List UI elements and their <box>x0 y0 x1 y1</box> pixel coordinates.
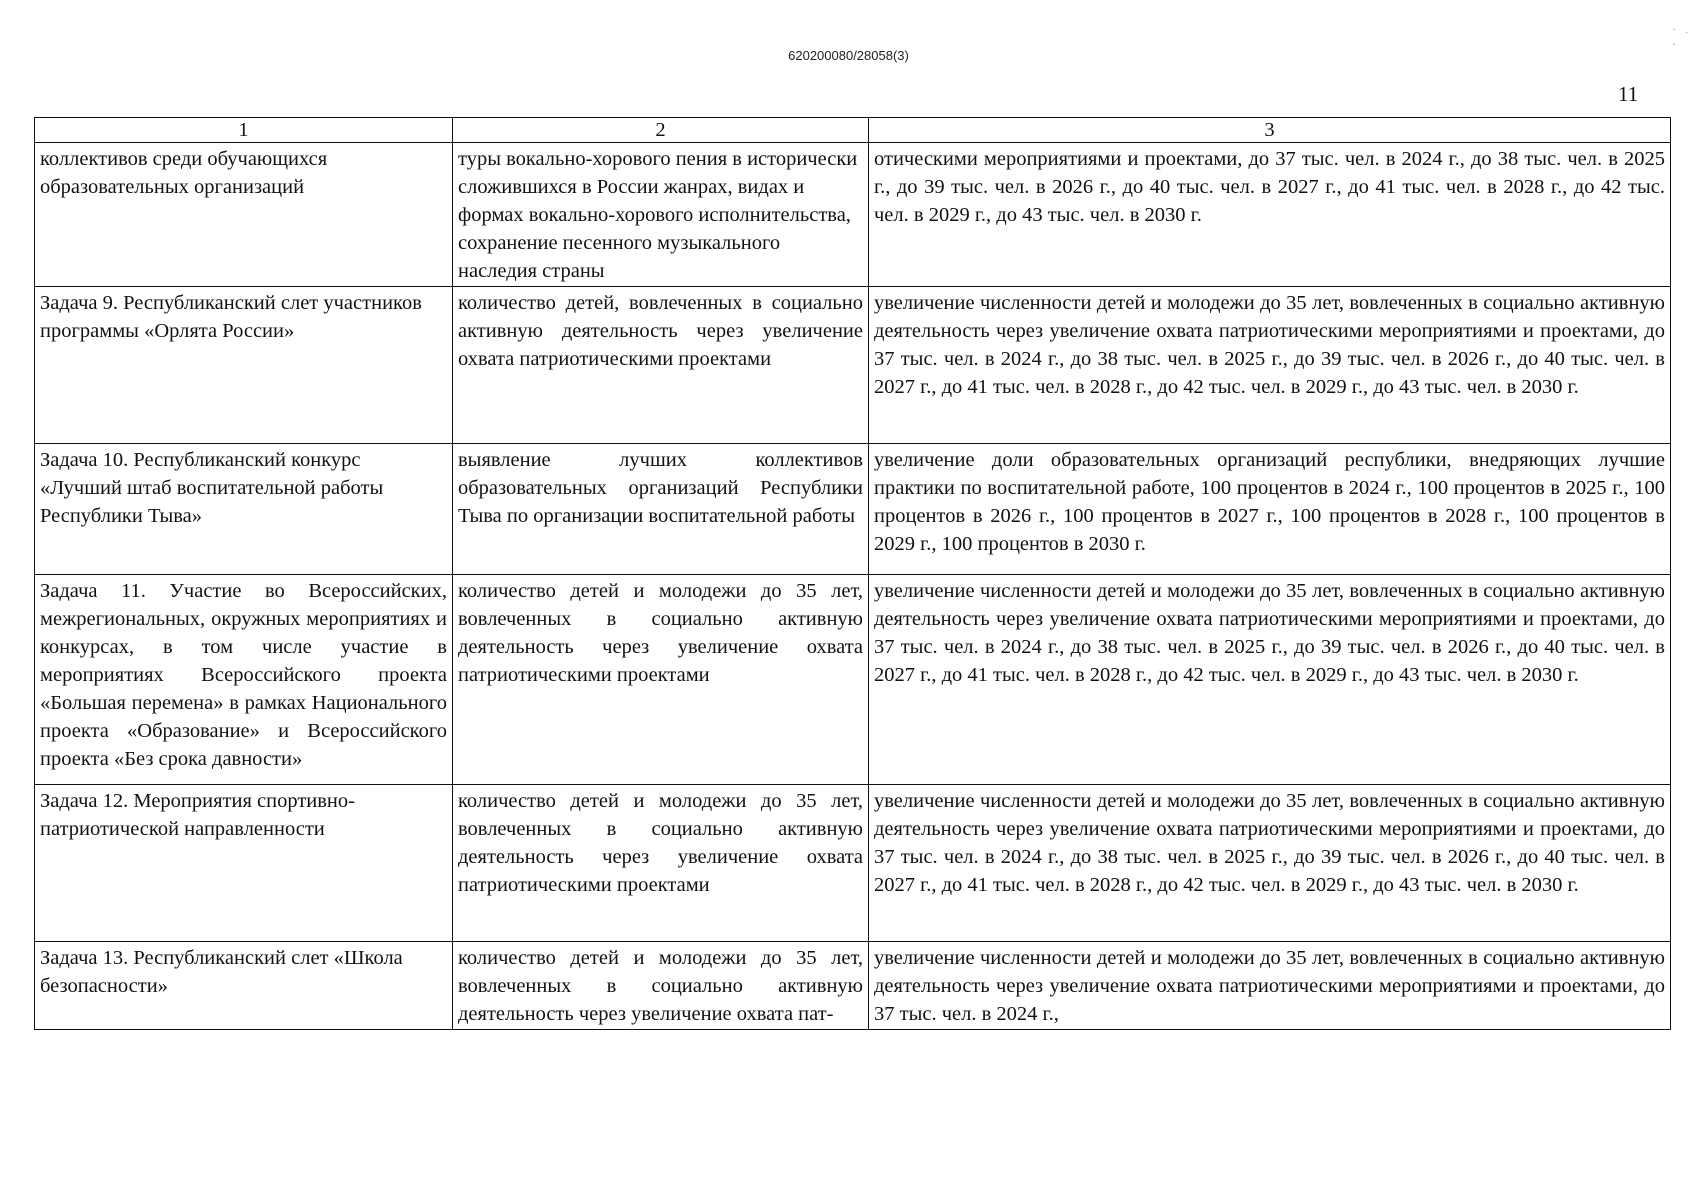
result-cell: увеличение доли образовательных организаций республики, внедряющих лучшие практики по воспитательной работе, 100 процентов в 2024 г., 100 процентов в 2025 г., 100 процентов в 2026 г., 100 процентов в 2027 г., 100 процентов в 2028 г., 100 процентов в 2029 г., 100 процентов в 2030 г. <box>869 444 1671 575</box>
result-cell: увеличение численности детей и молодежи до 35 лет, вовлеченных в социально активную деятельность через увеличение охвата патриотическими мероприятиями и проектами, до 37 тыс. чел. в 2024 г., до 38 тыс. чел. в 2025 г., до 39 тыс. чел. в 2026 г., до 40 тыс. чел. в 2027 г., до 41 тыс. чел. в 2028 г., до 42 тыс. чел. в 2029 г., до 43 тыс. чел. в 2030 г. <box>869 287 1671 444</box>
task-cell: Задача 13. Республиканский слет «Школа безопасности» <box>35 942 453 1030</box>
result-cell: увеличение численности детей и молодежи до 35 лет, вовлеченных в социально активную деятельность через увеличение охвата патриотическими мероприятиями и проектами, до 37 тыс. чел. в 2024 г., до 38 тыс. чел. в 2025 г., до 39 тыс. чел. в 2026 г., до 40 тыс. чел. в 2027 г., до 41 тыс. чел. в 2028 г., до 42 тыс. чел. в 2029 г., до 43 тыс. чел. в 2030 г. <box>869 785 1671 942</box>
column-header-2: 2 <box>453 118 869 143</box>
document-id: 620200080/28058(3) <box>788 48 909 63</box>
indicator-cell: количество детей и молодежи до 35 лет, вовлеченных в социально активную деятельность через увеличение охвата патриотическими проектами <box>453 785 869 942</box>
column-header-3: 3 <box>869 118 1671 143</box>
column-header-1: 1 <box>35 118 453 143</box>
indicator-cell: выявление лучших коллективов образовательных организаций Республики Тыва по организации воспитательной работы <box>453 444 869 575</box>
task-cell: Задача 11. Участие во Всероссийских, межрегиональных, окружных мероприятиях и конкурсах, в том числе участие в мероприятиях Всероссийского проекта «Большая перемена» в рамках Национального проекта «Образование» и Всероссийского проекта «Без срока давности» <box>35 575 453 785</box>
result-cell: отическими мероприятиями и проектами, до 37 тыс. чел. в 2024 г., до 38 тыс. чел. в 2025 г., до 39 тыс. чел. в 2026 г., до 40 тыс. чел. в 2027 г., до 41 тыс. чел. в 2028 г., до 42 тыс. чел. в 2029 г., до 43 тыс. чел. в 2030 г. <box>869 143 1671 287</box>
table-header-row <box>35 118 1671 143</box>
table-row <box>35 785 1671 942</box>
indicator-cell: туры вокально-хорового пения в исторически сложившихся в России жанрах, видах и формах вокально-хорового исполнительства, сохранение песенного музыкального наследия страны <box>453 143 869 287</box>
task-cell: Задача 10. Республиканский конкурс «Лучший штаб воспитательной работы Республики Тыва» <box>35 444 453 575</box>
task-cell: коллективов среди обучающихся образовательных организаций <box>35 143 453 287</box>
table-row <box>35 287 1671 444</box>
result-cell: увеличение численности детей и молодежи до 35 лет, вовлеченных в социально активную деятельность через увеличение охвата патриотическими мероприятиями и проектами, до 37 тыс. чел. в 2024 г., <box>869 942 1671 1030</box>
indicator-cell: количество детей и молодежи до 35 лет, вовлеченных в социально активную деятельность через увеличение охвата пат- <box>453 942 869 1030</box>
task-cell: Задача 9. Республиканский слет участников программы «Орлята России» <box>35 287 453 444</box>
scan-artifact: · . · <box>1672 22 1691 51</box>
table-row <box>35 575 1671 785</box>
table-row <box>35 942 1671 1030</box>
program-tasks-table <box>34 117 1671 1030</box>
page-number: 11 <box>1618 82 1639 106</box>
task-cell: Задача 12. Мероприятия спортивно-патриотической направленности <box>35 785 453 942</box>
indicator-cell: количество детей и молодежи до 35 лет, вовлеченных в социально активную деятельность через увеличение охвата патриотическими проектами <box>453 575 869 785</box>
table-row <box>35 444 1671 575</box>
result-cell: увеличение численности детей и молодежи до 35 лет, вовлеченных в социально активную деятельность через увеличение охвата патриотическими мероприятиями и проектами, до 37 тыс. чел. в 2024 г., до 38 тыс. чел. в 2025 г., до 39 тыс. чел. в 2026 г., до 40 тыс. чел. в 2027 г., до 41 тыс. чел. в 2028 г., до 42 тыс. чел. в 2029 г., до 43 тыс. чел. в 2030 г. <box>869 575 1671 785</box>
table-row <box>35 143 1671 287</box>
indicator-cell: количество детей, вовлеченных в социально активную деятельность через увеличение охвата патриотическими проектами <box>453 287 869 444</box>
